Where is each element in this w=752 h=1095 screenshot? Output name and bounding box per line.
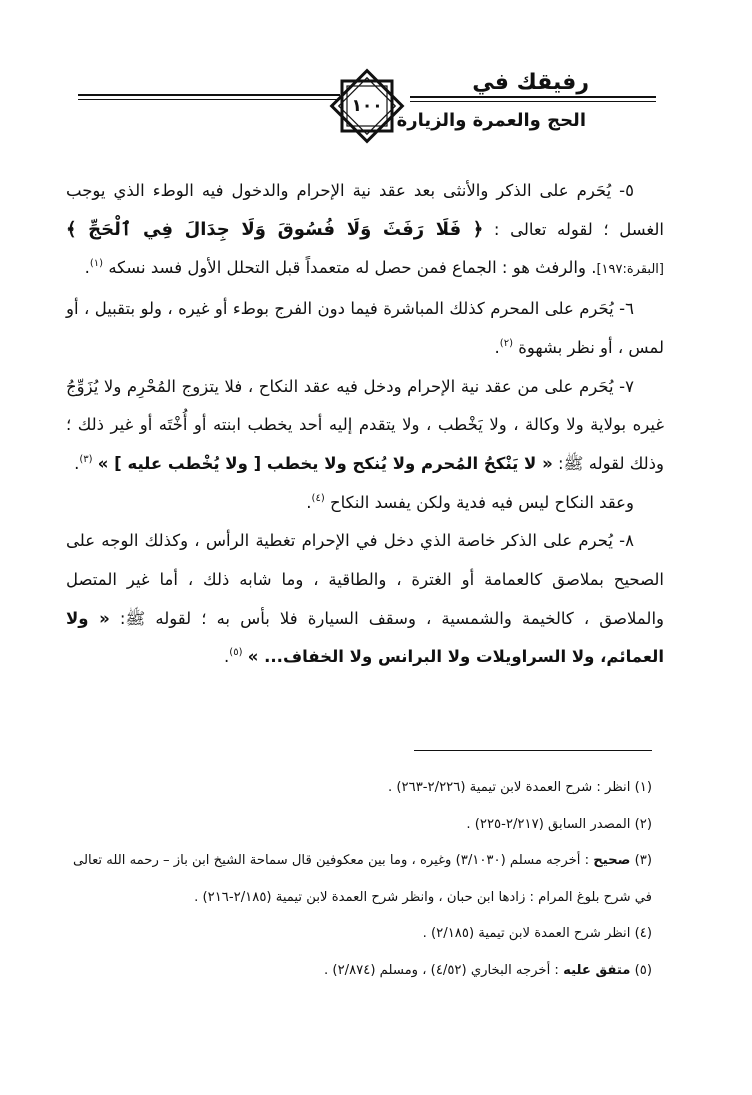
p5-text-a: ٥- يُحَرم على الذكر والأنثى بعد عقد نية الإحرام والدخول فيه الوطء الذي يوجب الغسل ؛ لقوله تعالى : <box>66 181 664 239</box>
p7-end: . <box>74 453 80 473</box>
footnote-marker-4[interactable]: (٤) <box>311 492 325 504</box>
p6-text: ٦- يُحَرم على المحرم كذلك المباشرة فيما دون الفرج بوطء أو غيره ، ولو بتقبيل ، أو لمس ، أو نظر بشهوة <box>66 299 664 357</box>
p8-end: . <box>224 647 230 667</box>
header-rule-right-thin <box>410 101 656 102</box>
p7b-text: وعقد النكاح ليس فيه فدية ولكن يفسد النكاح <box>329 492 634 512</box>
running-title-top: رفيقك في <box>472 70 589 95</box>
paragraph-7 <box>66 368 664 484</box>
quran-verse: ﴿ فَلَا رَفَثَ وَلَا فُسُوقَ وَلَا جِدَالَ فِي ٱلْحَجِّ ﴾ <box>66 218 484 240</box>
footnotes <box>66 770 652 990</box>
footnote-3 <box>66 843 652 916</box>
p6-end: . <box>494 337 500 357</box>
footnote-grade-label: متفق عليه <box>563 962 631 978</box>
header-rule-right <box>410 96 656 98</box>
hadith-quote-2: « ولا العمائم، ولا السراويلات ولا البرانس ولا الخفاف... » <box>66 608 664 667</box>
footnote-4 <box>66 916 652 953</box>
p5-text-b: . والرفث هو : الجماع فمن حصل له متعمداً قبل التحلل الأول فسد نسكه <box>108 258 597 278</box>
footnote-1 <box>66 770 652 807</box>
paragraph-5 <box>66 172 664 290</box>
footnote-grade-label: صحيح <box>593 853 631 869</box>
footnote-5 <box>66 953 652 990</box>
verse-reference: [البقرة:١٩٧] <box>596 262 664 278</box>
paragraph-7b <box>66 484 664 523</box>
page-number: ١٠٠ <box>351 96 383 116</box>
hadith-quote-1: « لا يَنْكحُ المُحرم ولا يُنكح ولا يخطب [ ولا يُخْطب عليه ] » <box>97 453 553 473</box>
p7b-end: . <box>306 492 312 512</box>
p5-end: . <box>84 258 90 278</box>
footnote-marker-3[interactable]: (٣) <box>79 453 93 465</box>
running-title-bottom: الحج والعمرة والزيارة <box>396 110 586 131</box>
footnote-text: المصدر السابق (٢/٢١٧-٢٢٥) . <box>466 816 631 832</box>
footnote-number: (١) <box>634 780 652 795</box>
header-rule-left-thin <box>78 99 340 100</box>
header-rule-left <box>78 94 340 96</box>
footnote-text: : أخرجه البخاري (٤/٥٢) ، ومسلم (٢/٨٧٤) . <box>324 962 559 978</box>
p8-text: ٨- يُحرم على الذكر خاصة الذي دخل في الإحرام تغطية الرأس ، وكذلك الوجه على الصحيح بملاصق كالعمامة أو الغترة ، والطاقية ، وما شابه ذلك ، أما غير المتصل والملاصق ، كالخيمة والشمسية ، وسقف السيارة فلا بأس به ؛ لقوله ﷺ: <box>66 531 664 628</box>
footnote-number: (٢) <box>634 816 652 832</box>
footnote-marker-1[interactable]: (١) <box>89 258 104 270</box>
footnote-text: انظر شرح العمدة لابن تيمية (٢/١٨٥) . <box>422 926 631 942</box>
footnote-number: (٥) <box>634 962 652 978</box>
footnote-marker-5[interactable]: (٥) <box>229 647 243 659</box>
paragraph-6 <box>66 290 664 367</box>
footnote-2 <box>66 807 652 844</box>
footnote-marker-2[interactable]: (٢) <box>499 337 513 349</box>
footnote-text: انظر : شرح العمدة لابن تيمية (٢/٢٢٦-٢٦٣) . <box>388 780 631 795</box>
footnote-number: (٣) <box>634 853 652 869</box>
paragraph-8 <box>66 522 664 677</box>
page-number-badge <box>325 64 409 148</box>
footnote-number: (٤) <box>634 926 652 942</box>
p7-text: ٧- يُحَرم على من عقد نية الإحرام ودخل فيه عقد النكاح ، فلا يتزوج المُحْرِم ولا يُزَوِّجُ غيره بولاية ولا وكالة ، ولا يَخْطب ، ولا يتقدم إليه أحد يخطب ابنته أو أُخْتَه أو غير ذلك ؛ وذلك لقوله ﷺ: <box>66 376 664 473</box>
footnote-separator <box>414 750 652 751</box>
footnote-text: : أخرجه مسلم (٣/١٠٣٠) وغيره ، وما بين معكوفين قال سماحة الشيخ ابن باز – رحمه الله تعالى في شرح بلوغ المرام : زادها ابن حبان ، وانظر شرح العمدة لابن تيمية (٢/١٨٥-٢١٦) . <box>73 853 652 905</box>
main-text <box>66 172 664 677</box>
